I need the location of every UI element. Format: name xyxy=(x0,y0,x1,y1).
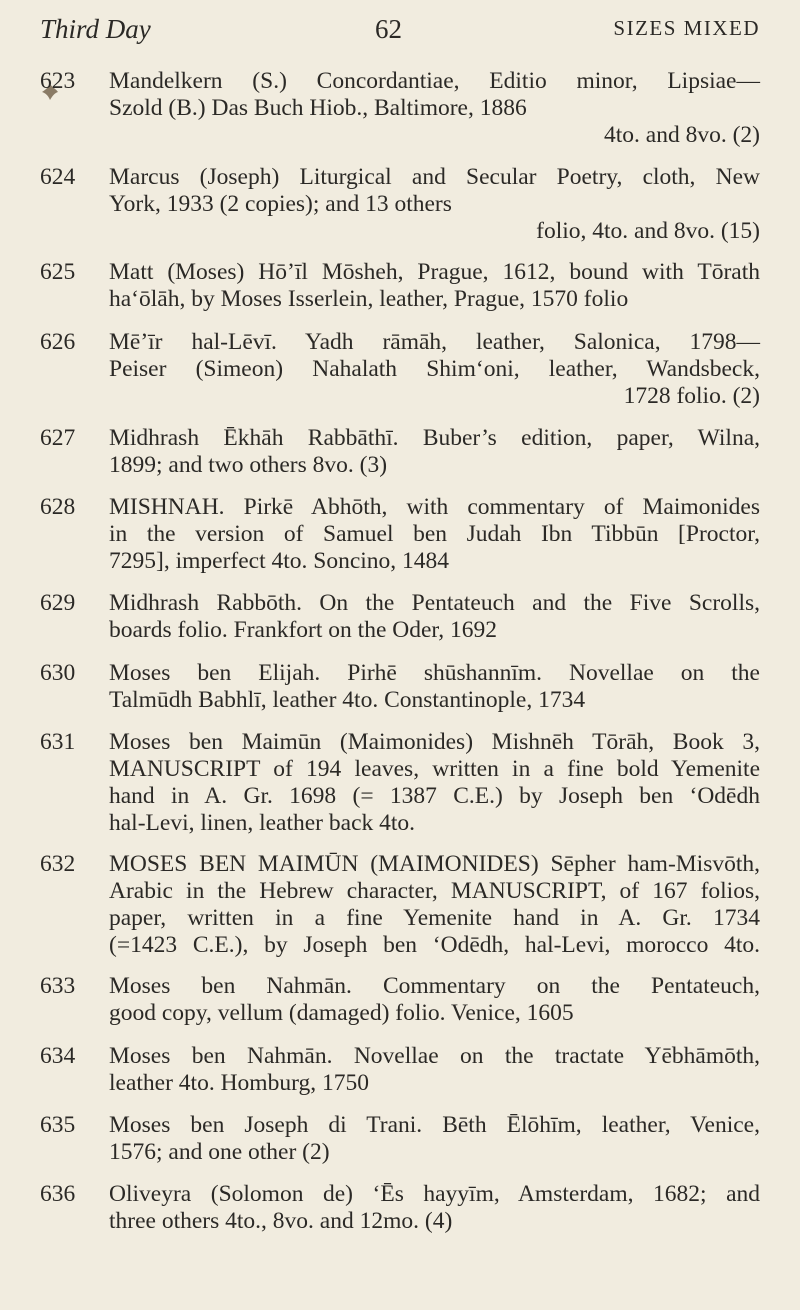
entry-line: hand in A. Gr. 1698 (= 1387 C.E.) by Joseph ben ‘Odēdh xyxy=(109,783,760,809)
lot-description xyxy=(109,660,760,714)
entry-line: 1899; and two others 8vo. (3) xyxy=(109,452,388,478)
entry-line: 7295], imperfect 4to. Soncino, 1484 xyxy=(109,548,450,574)
lot-description xyxy=(109,425,760,479)
entry-line: good copy, vellum (damaged) folio. Venice, 1605 xyxy=(109,1000,574,1026)
entry-line: York, 1933 (2 copies); and 13 others xyxy=(109,191,452,217)
lot-number: 630 xyxy=(40,660,76,686)
entry-line: MOSES BEN MAIMŪN (MAIMONIDES) Sēpher ham-Misvōth, xyxy=(109,851,760,877)
lot-number: 623 xyxy=(40,68,76,94)
entry-line: Moses ben Nahmān. Commentary on the Pentateuch, xyxy=(109,973,760,999)
entry-line: MISHNAH. Pirkē Abhōth, with commentary of Maimonides xyxy=(109,494,760,520)
page-number: 62 xyxy=(375,14,402,44)
lot-number: 626 xyxy=(40,329,76,355)
lot-number: 627 xyxy=(40,425,76,451)
entry-line: Moses ben Joseph di Trani. Bēth Ēlōhīm, leather, Venice, xyxy=(109,1112,760,1138)
entry-line: Mandelkern (S.) Concordantiae, Editio minor, Lipsiae— xyxy=(109,68,760,94)
entry-line: Matt (Moses) Hō’īl Mōsheh, Prague, 1612, bound with Tōrath xyxy=(109,259,760,285)
lot-number: 634 xyxy=(40,1043,76,1069)
lot-description xyxy=(109,164,760,245)
entry-line: Marcus (Joseph) Liturgical and Secular Poetry, cloth, New xyxy=(109,164,760,190)
lot-number: 629 xyxy=(40,590,76,616)
lot-description xyxy=(109,590,760,644)
entry-line: Szold (B.) Das Buch Hiob., Baltimore, 1886 xyxy=(109,95,527,121)
entry-line: Midhrash Ēkhāh Rabbāthī. Buber’s edition, paper, Wilna, xyxy=(109,425,760,451)
lot-number: 625 xyxy=(40,259,76,285)
lot-number: 635 xyxy=(40,1112,76,1138)
lot-description xyxy=(109,1112,760,1166)
lot-description xyxy=(109,68,760,149)
lot-description xyxy=(109,729,760,837)
entry-line: Midhrash Rabbōth. On the Pentateuch and the Five Scrolls, xyxy=(109,590,760,616)
running-header xyxy=(40,14,760,48)
entry-line: Arabic in the Hebrew character, MANUSCRIPT, of 167 folios, xyxy=(109,878,760,904)
entry-line: Oliveyra (Solomon de) ‘Ēs hayyīm, Amsterdam, 1682; and xyxy=(109,1181,760,1207)
lot-number: 631 xyxy=(40,729,76,755)
lot-description xyxy=(109,494,760,575)
entry-line: folio, 4to. and 8vo. (15) xyxy=(536,218,760,244)
entry-line: three others 4to., 8vo. and 12mo. (4) xyxy=(109,1208,453,1234)
entry-line: leather 4to. Homburg, 1750 xyxy=(109,1070,369,1096)
entry-line: in the version of Samuel ben Judah Ibn Tibbūn [Proctor, xyxy=(109,521,760,547)
entry-line: Moses ben Nahmān. Novellae on the tractate Yēbhāmōth, xyxy=(109,1043,760,1069)
lot-description xyxy=(109,329,760,410)
day-heading: Third Day xyxy=(40,14,151,44)
entry-line: Moses ben Elijah. Pirhē shūshannīm. Novellae on the xyxy=(109,660,760,686)
lot-number: 632 xyxy=(40,851,76,877)
section-heading: SIZES MIXED xyxy=(613,16,760,40)
entry-line: Mē’īr hal-Lēvī. Yadh rāmāh, leather, Salonica, 1798— xyxy=(109,329,760,355)
lot-description xyxy=(109,259,760,313)
lot-description xyxy=(109,1181,760,1235)
entry-line: 1728 folio. (2) xyxy=(623,383,760,409)
lot-number: 633 xyxy=(40,973,76,999)
entry-line: MANUSCRIPT of 194 leaves, written in a fine bold Yemenite xyxy=(109,756,760,782)
entry-line: (=1423 C.E.), by Joseph ben ‘Odēdh, hal-Levi, morocco 4to. xyxy=(109,932,760,958)
entry-line: 4to. and 8vo. (2) xyxy=(604,122,760,148)
entry-line: hal-Levi, linen, leather back 4to. xyxy=(109,810,416,836)
entry-line: ha‘ōlāh, by Moses Isserlein, leather, Prague, 1570 folio xyxy=(109,286,629,312)
lot-description xyxy=(109,973,760,1027)
lot-number: 624 xyxy=(40,164,76,190)
entry-line: Peiser (Simeon) Nahalath Shim‘oni, leather, Wandsbeck, xyxy=(109,356,760,382)
entry-line: paper, written in a fine Yemenite hand in A. Gr. 1734 xyxy=(109,905,760,931)
lot-number: 636 xyxy=(40,1181,76,1207)
lot-description xyxy=(109,851,760,959)
lot-description xyxy=(109,1043,760,1097)
lot-number: 628 xyxy=(40,494,76,520)
entry-line: 1576; and one other (2) xyxy=(109,1139,330,1165)
entry-line: boards folio. Frankfort on the Oder, 1692 xyxy=(109,617,498,643)
entry-line: Moses ben Maimūn (Maimonides) Mishnēh Tōrāh, Book 3, xyxy=(109,729,760,755)
entry-line: Talmūdh Babhlī, leather 4to. Constantinople, 1734 xyxy=(109,687,586,713)
